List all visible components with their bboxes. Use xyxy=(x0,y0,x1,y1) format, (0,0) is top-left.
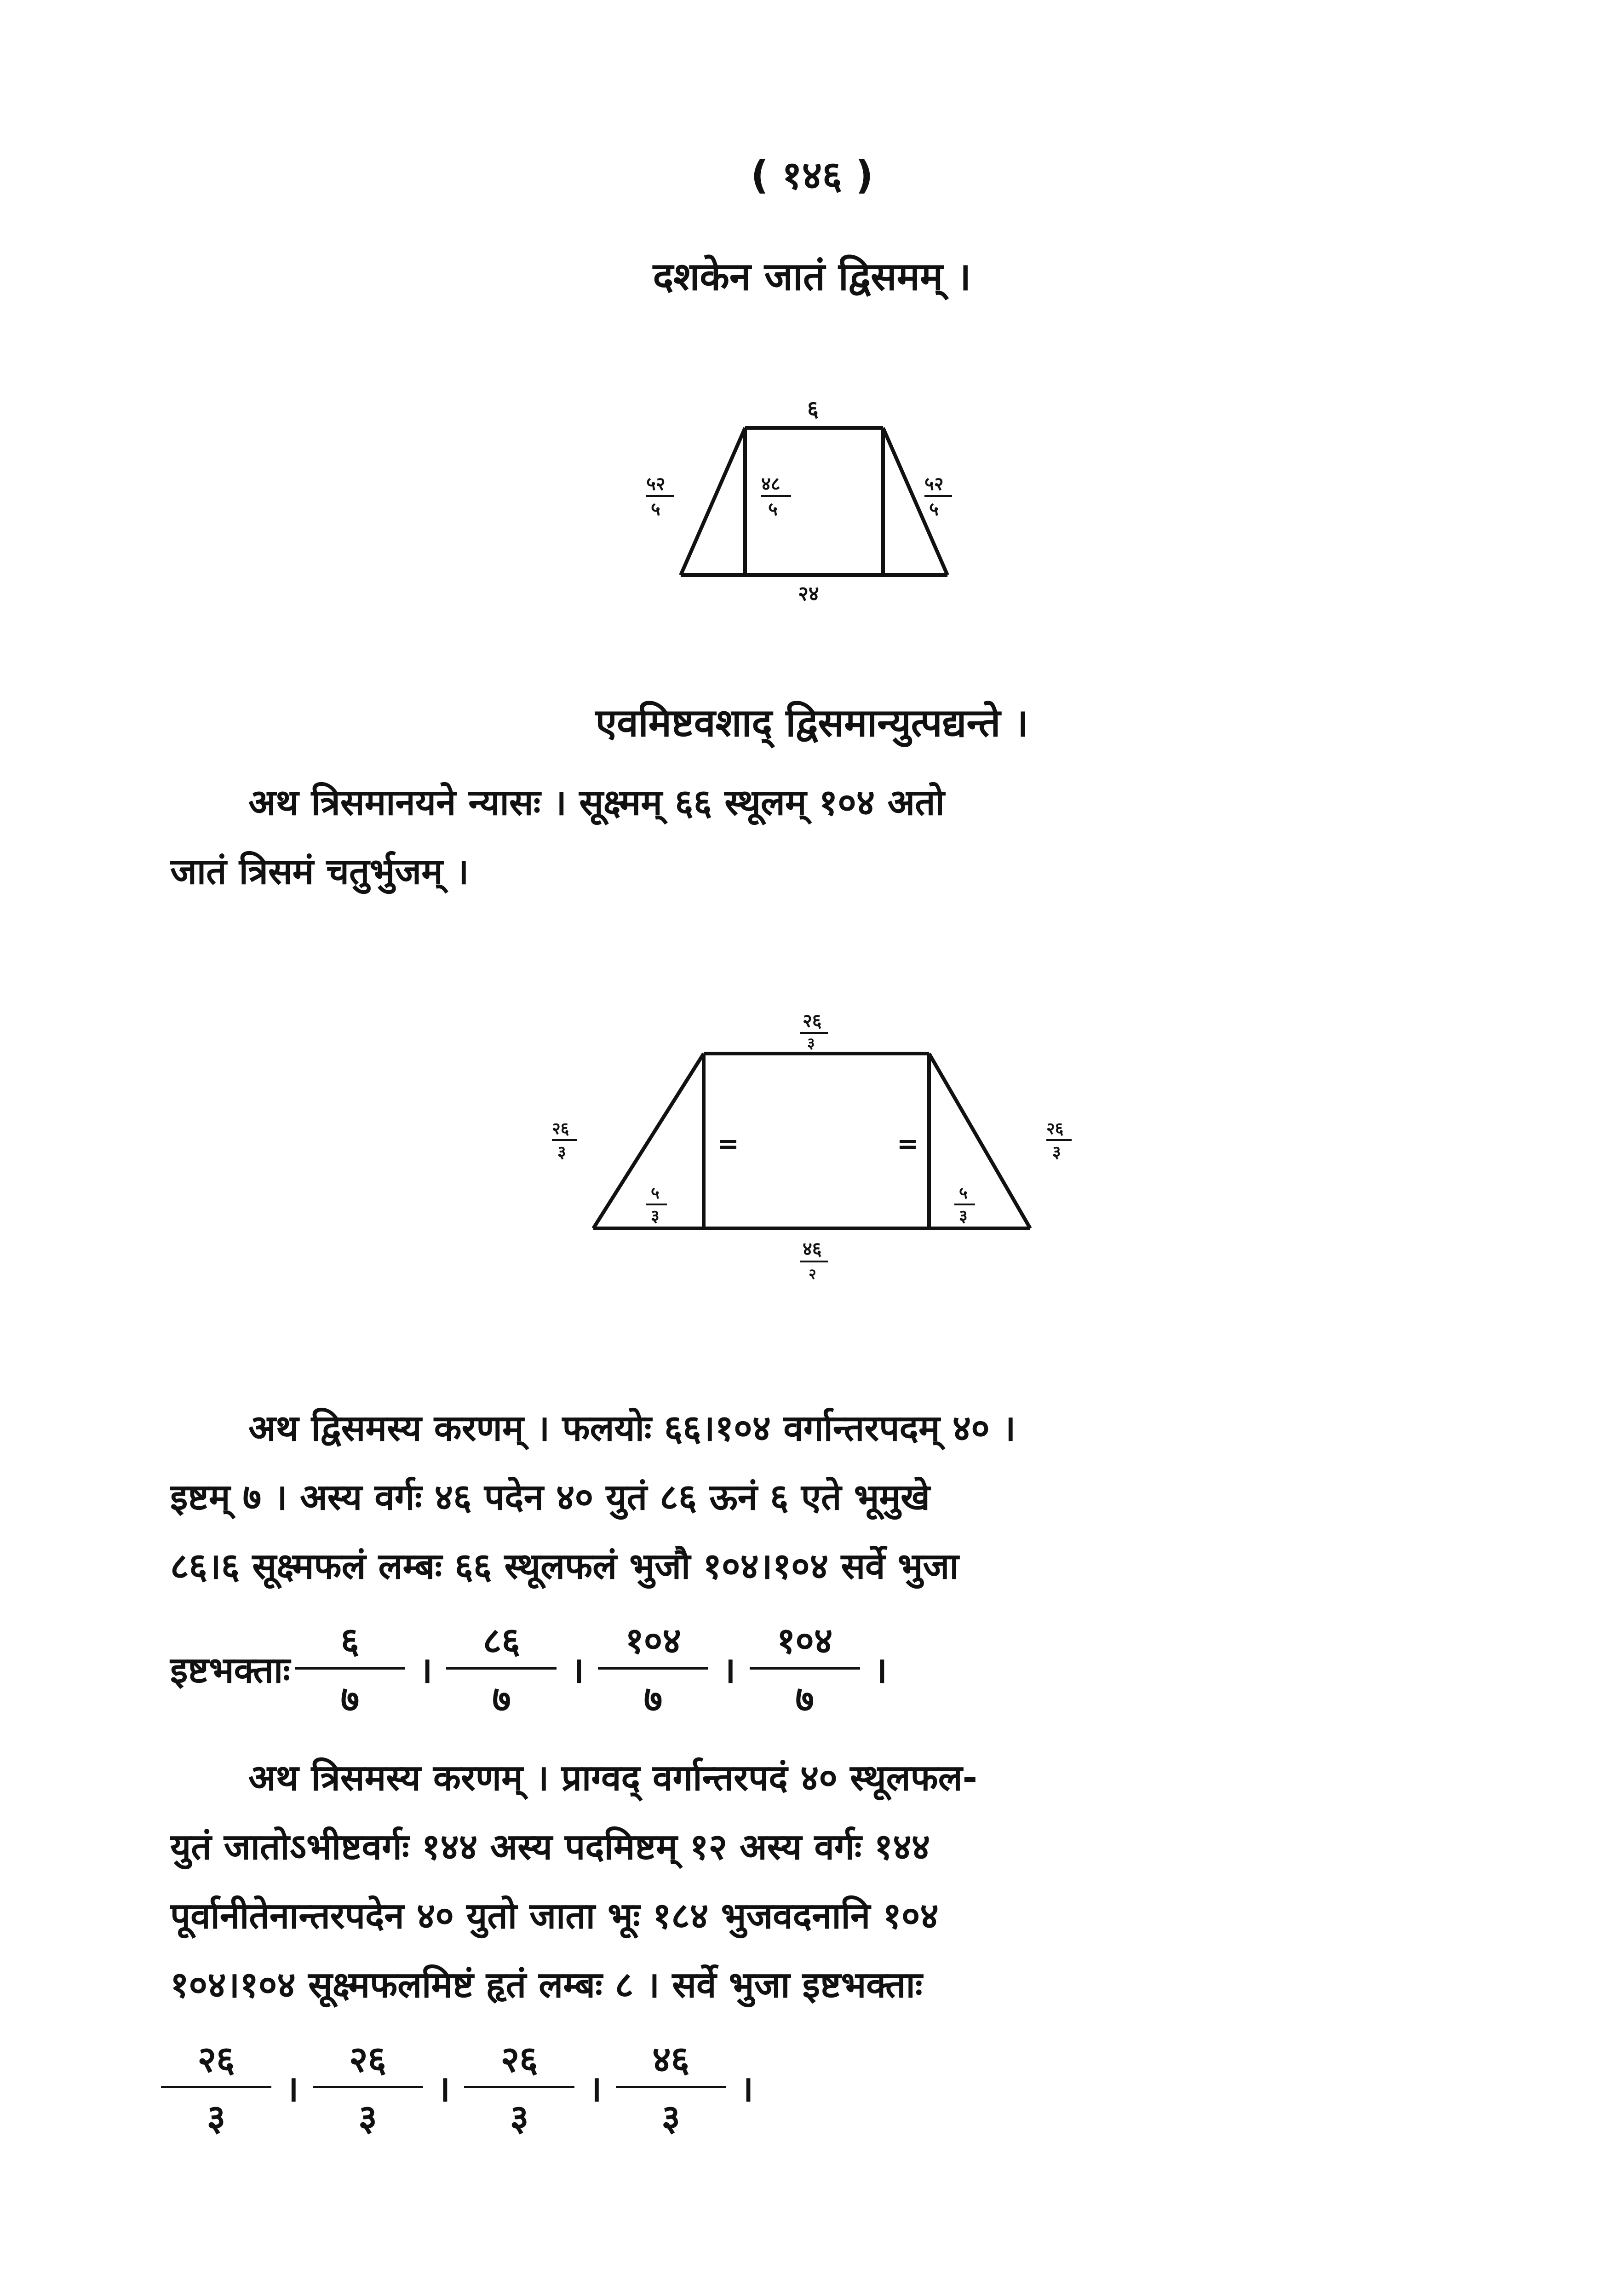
page-number: ( १४६ ) xyxy=(751,153,873,198)
statement-line: एवमिष्टवशाद् द्विसमान्युत्पद्यन्ते । xyxy=(595,700,1029,745)
trisama-intro-paragraph xyxy=(170,768,1472,906)
fig2-inner-left-fraction xyxy=(646,1184,667,1226)
intro-line: दशकेन जातं द्विसमम् । xyxy=(653,254,971,299)
svg-text:३: ३ xyxy=(959,1207,968,1226)
svg-text:५२: ५२ xyxy=(646,473,666,495)
figure-dvisama-quadrilateral xyxy=(635,386,1003,626)
fig2-inner-right-fraction xyxy=(954,1184,975,1226)
svg-text:३: ३ xyxy=(807,1034,815,1052)
dvisama-line-3: ८६।६ सूक्ष्मफलं लम्बः ६६ स्थूलफलं भुजौ १०४।१०४ सर्वे भुजा xyxy=(170,1546,959,1587)
dvisama-fraction-3: $\frac{१०४}{७}$ xyxy=(607,1615,699,1722)
dvisama-line-2: इष्टम् ७ । अस्य वर्गः ४६ पदेन ४० युतं ८६ ऊनं ६ एते भूमुखे xyxy=(170,1477,930,1518)
danda: । xyxy=(722,1649,736,1691)
fig2-right-fraction xyxy=(1046,1119,1072,1162)
svg-text:२: २ xyxy=(809,1265,816,1283)
fig1-left-fraction xyxy=(646,473,674,520)
fig1-right-fraction xyxy=(924,473,952,520)
trisama-fraction-4: $\frac{४६}{३}$ xyxy=(625,2033,717,2141)
fig1-bottom-label: २४ xyxy=(798,582,819,605)
figure-trisama-quadrilateral xyxy=(552,994,1081,1297)
svg-text:२६: २६ xyxy=(1046,1119,1064,1138)
svg-text:३: ३ xyxy=(651,1207,660,1226)
trisama-fraction-2: $\frac{२६}{३}$ xyxy=(322,2033,414,2141)
dvisama-karanam-paragraph xyxy=(170,1394,1472,1601)
dvisama-line-1: अथ द्विसमस्य करणम् । फलयोः ६६।१०४ वर्गान्तरपदम् ४० । xyxy=(248,1408,1016,1449)
trisama-line-3: पूर्वानीतेनान्तरपदेन ४० युतो जाता भूः १८४ भुजवदनानि १०४ xyxy=(170,1895,939,1937)
svg-text:२६: २६ xyxy=(552,1119,569,1138)
fig1-top-label: ६ xyxy=(807,396,819,422)
trisama-karanam-paragraph xyxy=(170,1744,1472,2020)
fig2-right-height-label: = xyxy=(897,1129,918,1159)
danda: । xyxy=(285,2068,299,2110)
svg-text:५२: ५२ xyxy=(924,473,944,495)
fig2-left-edge xyxy=(593,1054,704,1228)
svg-text:३: ३ xyxy=(557,1143,566,1162)
fig1-left-edge xyxy=(681,428,745,575)
trisama-intro-line-2: जातं त्रिसमं चतुर्भुजम् । xyxy=(170,851,469,893)
trisama-fraction-1: $\frac{२६}{३}$ xyxy=(170,2033,262,2141)
svg-text:३: ३ xyxy=(1052,1143,1061,1162)
svg-text:५: ५ xyxy=(929,499,939,520)
trisama-line-2: युतं जातोऽभीष्टवर्गः १४४ अस्य पदमिष्टम् १२ अस्य वर्गः १४४ xyxy=(170,1826,930,1868)
fig2-top-fraction xyxy=(800,1010,828,1052)
svg-text:४८: ४८ xyxy=(761,473,780,495)
danda: । xyxy=(436,2068,451,2110)
trisama-fraction-3: $\frac{२६}{३}$ xyxy=(473,2033,565,2141)
danda: । xyxy=(873,1649,888,1691)
fig2-left-height-label: = xyxy=(717,1129,739,1159)
fig1-middle-fraction xyxy=(761,473,791,520)
fig2-left-fraction xyxy=(552,1119,577,1162)
svg-text:२६: २६ xyxy=(803,1010,822,1031)
danda: । xyxy=(419,1649,433,1691)
danda: । xyxy=(588,2068,602,2110)
fig2-right-edge xyxy=(929,1054,1030,1228)
svg-text:५: ५ xyxy=(959,1184,968,1203)
dvisama-fraction-row xyxy=(170,1615,896,1722)
svg-text:५: ५ xyxy=(651,499,660,520)
trisama-line-1: अथ त्रिसमस्य करणम् । प्राग्वद् वर्गान्तरपदं ४० स्थूलफल- xyxy=(248,1757,978,1799)
danda: । xyxy=(740,2068,754,2110)
danda: । xyxy=(570,1649,585,1691)
trisama-line-4: १०४।१०४ सूक्ष्मफलमिष्टं हृतं लम्बः ८ । सर्वे भुजा इष्टभक्ताः xyxy=(170,1964,923,2006)
svg-text:४६: ४६ xyxy=(803,1238,822,1260)
trisama-intro-line-1: अथ त्रिसमानयने न्यासः । सूक्ष्मम् ६६ स्थूलम् १०४ अतो xyxy=(248,782,945,824)
dvisama-fraction-1: $\frac{६}{७}$ xyxy=(304,1615,396,1722)
dvisama-prefix: इष्टभक्ताः xyxy=(170,1649,290,1691)
svg-text:५: ५ xyxy=(768,499,778,520)
fig2-bottom-fraction xyxy=(800,1238,828,1283)
dvisama-fraction-2: $\frac{८६}{७}$ xyxy=(455,1615,547,1722)
svg-text:५: ५ xyxy=(651,1184,660,1203)
trisama-fraction-row xyxy=(156,2033,763,2141)
dvisama-fraction-4: $\frac{१०४}{७}$ xyxy=(759,1615,851,1722)
